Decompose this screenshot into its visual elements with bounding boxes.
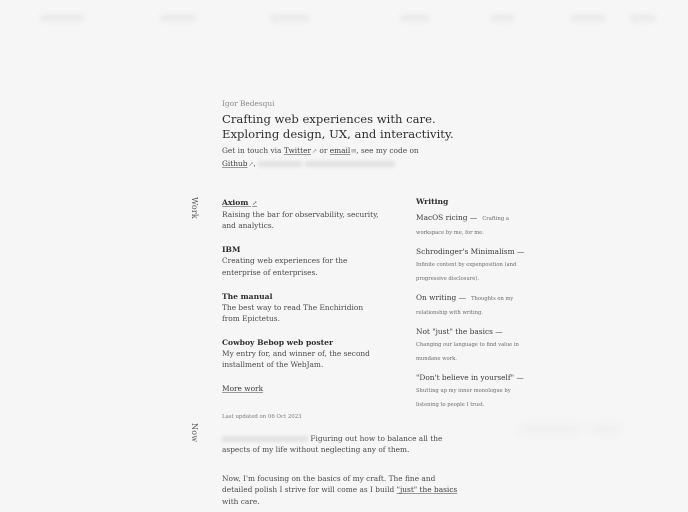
post-title[interactable]: "Don't believe in yourself" — [416, 373, 524, 382]
post-title[interactable]: Schrodinger's Minimalism — [416, 247, 525, 256]
work-item-desc: The best way to read The Enchiridion from Epictetus. [222, 302, 364, 324]
top-nav-blurred [0, 14, 688, 28]
post-title[interactable]: On writing — [416, 293, 466, 302]
now-paragraph-1: Figuring out how to balance all the aspects of my life without neglecting any of them. [222, 434, 443, 455]
post-summary: Crafting a workspace by me, for me. [416, 216, 509, 236]
writing-heading: Writing [416, 197, 449, 206]
or-text: or [319, 146, 328, 155]
blurred-decoration [520, 425, 580, 433]
post-summary: Infinite content by expenposition (and progressive disclosure). [416, 262, 517, 282]
code-prefix: , see my code on [356, 146, 419, 155]
more-work-link[interactable]: More work [222, 383, 264, 393]
post-summary: Changing our language to find value in mundane work. [416, 342, 519, 362]
writing-post[interactable] [416, 244, 526, 284]
tagline [222, 112, 482, 141]
just-the-basics-link[interactable]: "just" the basics [396, 485, 458, 495]
writing-post[interactable] [416, 370, 526, 410]
contact-prefix: Get in touch via [222, 146, 282, 155]
post-title[interactable]: MacOS ricing — [416, 213, 478, 222]
work-item-desc: Creating web experiences for the enterprise of enterprises. [222, 256, 348, 277]
author-name: Igor Bedesqui [222, 99, 275, 108]
work-list [222, 197, 382, 393]
post-summary: Thoughts on my relationship with writing. [416, 296, 514, 316]
work-item [222, 337, 382, 370]
blurred-decoration [590, 425, 620, 433]
work-item-title-axiom[interactable]: Axiom ↗ [222, 198, 258, 207]
mail-icon: ✉ [351, 148, 357, 155]
section-label-work: Work [190, 197, 199, 219]
work-item [222, 291, 382, 324]
work-item-title-cowboy-bebop[interactable]: Cowboy Bebop web poster [222, 338, 333, 348]
blurred-text [305, 161, 395, 167]
tagline-line-2: Exploring design, UX, and interactivity. [222, 126, 454, 141]
blurred-text [258, 161, 302, 167]
work-item-title-ibm[interactable]: IBM [222, 245, 241, 255]
writing-post[interactable] [416, 324, 526, 364]
email-link[interactable]: email [329, 146, 351, 155]
contact-line: Get in touch via Twitter↗ or email✉, see my code on Github↗, [222, 146, 419, 168]
writing-post[interactable] [416, 210, 526, 238]
writing-post[interactable] [416, 290, 526, 318]
blurred-text [222, 436, 308, 442]
work-item [222, 244, 382, 277]
now-paragraph-2: Now, I'm focusing on the basics of my craft. The fine and detailed polish I strive for will come as I build "just" the basics with care. [222, 474, 458, 506]
work-item [222, 197, 382, 231]
twitter-link[interactable]: Twitter [283, 146, 312, 155]
last-updated: Last updated on 06 Oct 2023 [222, 414, 302, 420]
writing-list [416, 197, 526, 416]
external-link-icon: ↗ [248, 160, 254, 168]
section-label-now: Now [190, 423, 199, 442]
work-item-title-manual[interactable]: The manual [222, 291, 273, 301]
external-link-icon: ↗ [312, 148, 318, 155]
work-item-desc: Raising the bar for observability, security, and analytics. [222, 210, 379, 231]
external-link-icon: ↗ [252, 200, 258, 207]
work-item-desc: My entry for, and winner of, the second installment of the WebJam. [222, 349, 370, 370]
post-title[interactable]: Not "just" the basics — [416, 327, 503, 336]
tagline-line-1: Crafting web experiences with care. [222, 112, 436, 126]
header [222, 99, 482, 170]
post-summary: Shutting up my inner monologue by listening to people I trust. [416, 388, 511, 408]
github-link[interactable]: Github [222, 158, 248, 168]
